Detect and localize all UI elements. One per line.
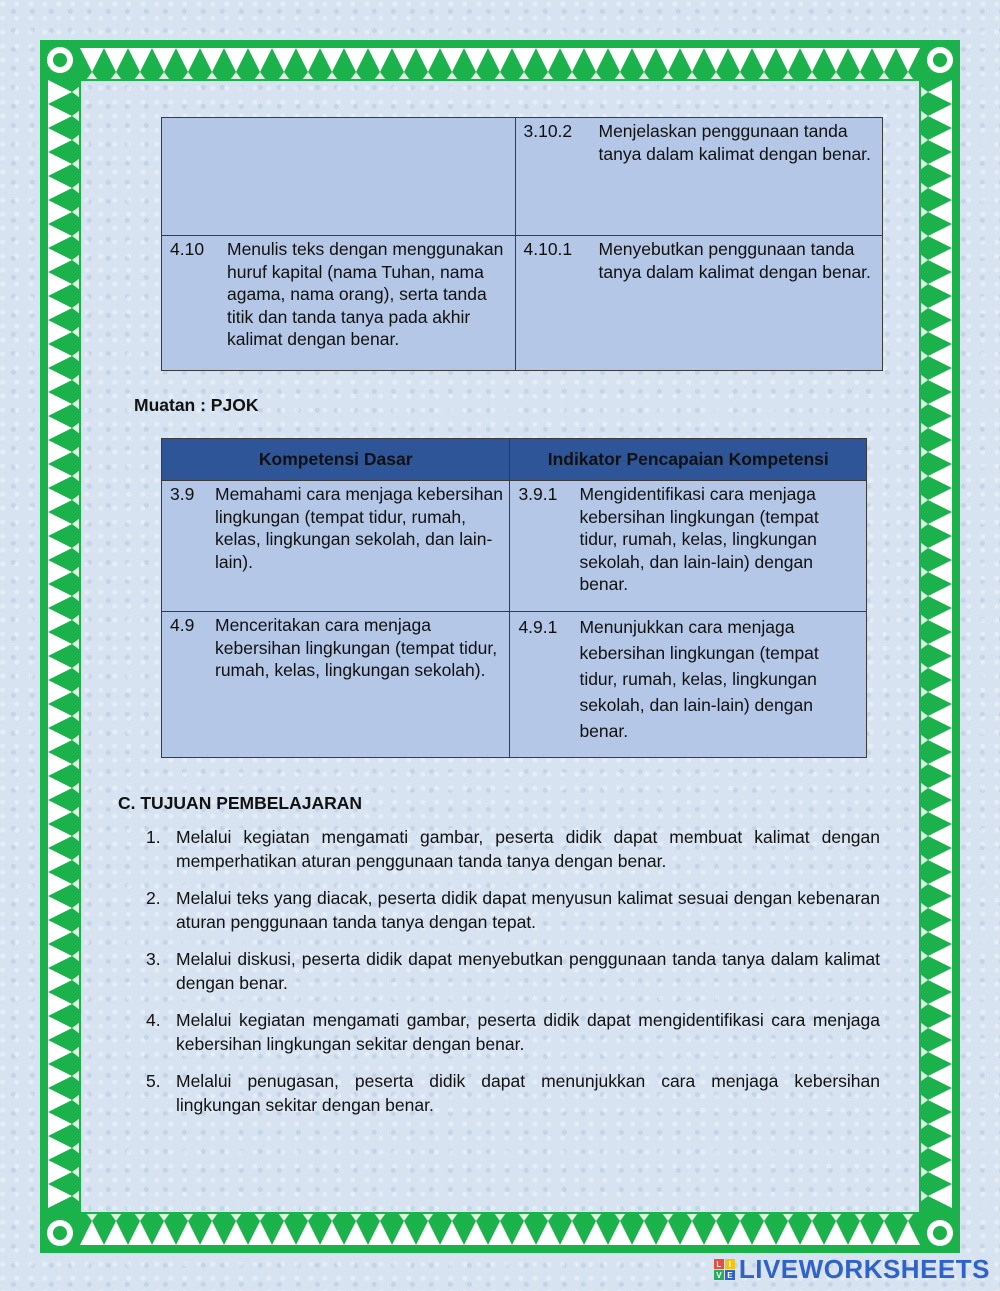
kd-cell [162, 236, 516, 371]
item-text: Melalui teks yang diacak, peserta didik dapat menyusun kalimat sesuai dengan kebenaran aturan penggunaan tanda tanya dengan tepat. [176, 888, 880, 932]
kd-text: Menceritakan cara menjaga kebersihan lingkungan (tempat tidur, rumah, kelas, lingkungan sekolah). [215, 615, 498, 680]
list-item [146, 825, 880, 873]
logo-letter: L [714, 1259, 724, 1269]
kd-cell [162, 481, 510, 612]
item-number: 1. [146, 827, 161, 847]
kd-number: 3.9 [170, 484, 195, 504]
item-number: 2. [146, 888, 161, 908]
indicator-text: Menyebutkan penggunaan tanda tanya dalam kalimat dengan benar. [598, 239, 871, 282]
header-indikator: Indikator Pencapaian Kompetensi [510, 439, 867, 481]
indicator-text: Menunjukkan cara menjaga kebersihan lingkungan (tempat tidur, rumah, kelas, lingkungan sekolah, dan lain-lain) dengan benar. [579, 617, 819, 741]
table-row [162, 236, 883, 371]
list-item [146, 947, 880, 995]
table-row [162, 481, 867, 612]
indicator-cell [510, 612, 867, 758]
list-item [146, 1069, 880, 1117]
liveworksheets-icon [714, 1259, 735, 1280]
item-number: 3. [146, 949, 161, 969]
item-text: Melalui kegiatan mengamati gambar, peserta didik dapat mengidentifikasi cara menjaga kebersihan lingkungan sekitar dengan benar. [176, 1010, 880, 1054]
indicator-cell [510, 481, 867, 612]
kd-text: Memahami cara menjaga kebersihan lingkungan (tempat tidur, rumah, kelas, lingkungan sekolah, dan lain-lain). [215, 484, 503, 572]
kd-cell [162, 118, 516, 236]
table-row [162, 118, 883, 236]
indicator-cell [515, 236, 883, 371]
logo-letter: I [725, 1259, 735, 1269]
list-item [146, 886, 880, 934]
competency-table-bahasa [161, 117, 883, 371]
kd-text: Menulis teks dengan menggunakan huruf kapital (nama Tuhan, nama agama, nama orang), serta tanda titik dan tanda tanya pada akhir kalimat dengan benar. [227, 239, 504, 349]
section-title-tujuan: C. TUJUAN PEMBELAJARAN [118, 793, 363, 813]
liveworksheets-logo[interactable] [714, 1254, 990, 1285]
indicator-text: Menjelaskan penggunaan tanda tanya dalam kalimat dengan benar. [598, 121, 871, 164]
indicator-text: Mengidentifikasi cara menjaga kebersihan lingkungan (tempat tidur, rumah, kelas, lingkungan sekolah, dan lain-lain) dengan benar. [579, 484, 819, 594]
item-text: Melalui kegiatan mengamati gambar, peserta didik dapat membuat kalimat dengan memperhatikan aturan penggunaan tanda tanya dengan benar. [176, 827, 880, 871]
item-text: Melalui penugasan, peserta didik dapat menunjukkan cara menjaga kebersihan lingkungan sekitar dengan benar. [176, 1071, 880, 1115]
table-header-row [162, 439, 867, 481]
indicator-number: 3.10.2 [523, 121, 573, 141]
list-item [146, 1008, 880, 1056]
indicator-cell [515, 118, 883, 236]
table-row [162, 612, 867, 758]
header-kompetensi-dasar: Kompetensi Dasar [162, 439, 510, 481]
indicator-number: 4.10.1 [523, 239, 573, 259]
logo-letter: E [725, 1270, 735, 1280]
subject-label: Muatan : PJOK [134, 395, 259, 415]
competency-table-pjok [161, 438, 867, 758]
kd-number: 4.10 [170, 239, 205, 259]
item-text: Melalui diskusi, peserta didik dapat menyebutkan penggunaan tanda tanya dalam kalimat dengan benar. [176, 949, 880, 993]
item-number: 4. [146, 1010, 161, 1030]
indicator-number: 3.9.1 [518, 484, 558, 504]
learning-objectives-list [146, 825, 880, 1130]
kd-cell [162, 612, 510, 758]
indicator-number: 4.9.1 [518, 617, 558, 637]
liveworksheets-wordmark: LIVEWORKSHEETS [738, 1254, 990, 1284]
kd-number: 4.9 [170, 615, 195, 635]
item-number: 5. [146, 1071, 161, 1091]
logo-letter: V [714, 1270, 724, 1280]
